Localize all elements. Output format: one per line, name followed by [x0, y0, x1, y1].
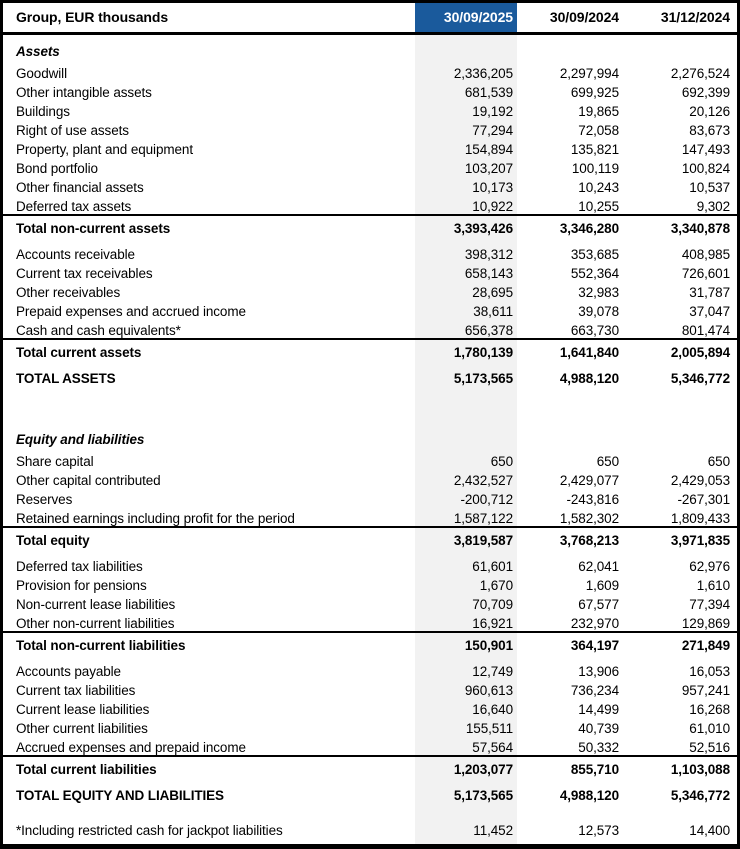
cell-value: 12,749 — [472, 664, 513, 679]
cell-value: 650 — [707, 454, 730, 469]
cell-value — [517, 808, 623, 820]
cell-value — [517, 33, 623, 64]
cell-value: 16,268 — [689, 702, 730, 717]
column-header-year-end: 31/12/2024 — [623, 3, 737, 33]
table-row — [3, 820, 737, 840]
cell-value: 801,474 — [623, 321, 737, 340]
row-label: Deferred tax assets — [3, 197, 415, 216]
cell-value: 1,103,088 — [670, 761, 730, 777]
row-label: Other current liabilities — [16, 721, 148, 736]
cell-value — [517, 421, 623, 452]
cell-value: 1,203,077 — [453, 761, 513, 777]
cell-value: 1,670 — [479, 578, 513, 593]
cell-value: 3,346,280 — [559, 220, 619, 236]
cell-value: 1,609 — [585, 578, 619, 593]
cell-value: 3,768,213 — [559, 532, 619, 548]
cell-value: 10,173 — [472, 180, 513, 195]
cell-value: 699,925 — [570, 85, 619, 100]
table-header-row — [3, 3, 737, 33]
cell-value: 70,709 — [472, 597, 513, 612]
cell-value: 10,922 — [415, 197, 517, 216]
row-label: Goodwill — [16, 66, 67, 81]
row-label: Provision for pensions — [16, 578, 147, 593]
cell-value: 1,641,840 — [559, 344, 619, 360]
cell-value: 408,985 — [681, 247, 730, 262]
cell-value: 19,192 — [472, 104, 513, 119]
row-label: Current tax receivables — [16, 266, 153, 281]
cell-value: 10,255 — [517, 197, 623, 216]
row-label: Assets — [16, 44, 60, 59]
cell-value: 5,173,565 — [453, 371, 513, 386]
cell-value: 38,611 — [473, 304, 513, 319]
cell-value: 2,005,894 — [670, 344, 730, 360]
cell-value: 10,243 — [578, 180, 619, 195]
row-label: Non-current lease liabilities — [16, 597, 176, 612]
row-label: Right of use assets — [16, 123, 129, 138]
cell-value: 855,710 — [570, 761, 619, 777]
table-row — [3, 490, 737, 509]
cell-value — [623, 391, 737, 421]
cell-value: 2,297,994 — [559, 66, 619, 81]
cell-value: 1,809,433 — [623, 509, 737, 528]
cell-value: 129,869 — [623, 614, 737, 633]
row-label: Total current assets — [16, 344, 142, 360]
cell-value: 736,234 — [570, 683, 619, 698]
cell-value: 61,010 — [689, 721, 730, 736]
row-label: Reserves — [16, 492, 73, 507]
cell-value: 5,346,772 — [670, 371, 730, 386]
cell-value: 4,988,120 — [559, 788, 619, 803]
cell-value — [517, 391, 623, 421]
cell-value: 77,394 — [689, 597, 730, 612]
row-label: Prepaid expenses and accrued income — [16, 304, 246, 319]
cell-value: 5,346,772 — [670, 788, 730, 803]
table-row — [3, 340, 737, 364]
cell-value: 364,197 — [570, 637, 619, 653]
spacer-row — [3, 808, 737, 820]
row-label: Total non-current assets — [16, 220, 171, 236]
row-label: TOTAL EQUITY AND LIABILITIES — [16, 788, 224, 803]
column-header-prior-period: 30/09/2024 — [517, 3, 623, 33]
cell-value: 50,332 — [517, 738, 623, 757]
cell-value: 9,302 — [623, 197, 737, 216]
row-label: Total non-current liabilities — [16, 637, 186, 653]
row-label: Accrued expenses and prepaid income — [3, 738, 415, 757]
table-row — [3, 216, 737, 240]
row-label: Buildings — [16, 104, 70, 119]
table-row — [3, 576, 737, 595]
cell-value: 37,047 — [689, 304, 730, 319]
cell-value: 2,276,524 — [670, 66, 730, 81]
cell-value: 100,119 — [571, 161, 619, 176]
table-row — [3, 83, 737, 102]
cell-value: 20,126 — [689, 104, 730, 119]
cell-value: 135,821 — [570, 142, 619, 157]
cell-value: 552,364 — [570, 266, 619, 281]
row-label: Other receivables — [16, 285, 121, 300]
cell-value: 1,610 — [696, 578, 730, 593]
row-label: Accounts payable — [16, 664, 121, 679]
row-label: Current tax liabilities — [16, 683, 136, 698]
table-row — [3, 64, 737, 83]
column-header-group: Group, EUR thousands — [3, 3, 415, 33]
cell-value: 72,058 — [578, 123, 619, 138]
cell-value: 960,613 — [464, 683, 513, 698]
row-label: *Including restricted cash for jackpot liabilities — [16, 823, 283, 838]
cell-value: 12,573 — [578, 823, 619, 838]
cell-value: 52,516 — [623, 738, 737, 757]
row-label: Other financial assets — [16, 180, 144, 195]
cell-value: 83,673 — [689, 123, 730, 138]
table-row — [3, 471, 737, 490]
cell-value: 154,894 — [464, 142, 513, 157]
cell-value: 5,173,565 — [453, 788, 513, 803]
cell-value: 14,400 — [689, 823, 730, 838]
cell-value: 692,399 — [681, 85, 730, 100]
cell-value: 16,921 — [415, 614, 517, 633]
row-label: Deferred tax liabilities — [16, 559, 143, 574]
table-row — [3, 614, 737, 633]
cell-value: 19,865 — [578, 104, 619, 119]
cell-value: 353,685 — [570, 247, 619, 262]
cell-value: -267,301 — [677, 492, 730, 507]
cell-value — [415, 421, 517, 452]
cell-value: 39,078 — [578, 304, 619, 319]
section-header-row — [3, 421, 737, 452]
cell-value: 3,340,878 — [670, 220, 730, 236]
cell-value — [623, 33, 737, 64]
row-label: Equity and liabilities — [16, 432, 145, 447]
table-row — [3, 557, 737, 576]
cell-value: 14,499 — [578, 702, 619, 717]
row-label: Other capital contributed — [16, 473, 161, 488]
cell-value: 11,452 — [473, 823, 513, 838]
cell-value: 77,294 — [472, 123, 513, 138]
cell-value: 2,336,205 — [453, 66, 513, 81]
cell-value: 155,511 — [465, 721, 513, 736]
cell-value: 398,312 — [464, 247, 513, 262]
cell-value: 16,640 — [472, 702, 513, 717]
cell-value: 3,971,835 — [670, 532, 730, 548]
cell-value: 13,906 — [578, 664, 619, 679]
table-row — [3, 140, 737, 159]
cell-value: 3,819,587 — [453, 532, 513, 548]
row-label: Current lease liabilities — [16, 702, 150, 717]
cell-value: 147,493 — [681, 142, 730, 157]
section-header-row — [3, 33, 737, 64]
table-row — [3, 595, 737, 614]
cell-value: 650 — [596, 454, 619, 469]
cell-value: 1,587,122 — [415, 509, 517, 528]
table-row — [3, 528, 737, 552]
table-row — [3, 159, 737, 178]
cell-value: 232,970 — [517, 614, 623, 633]
table-row — [3, 264, 737, 283]
row-label: TOTAL ASSETS — [16, 371, 116, 386]
cell-value: 2,429,077 — [559, 473, 619, 488]
cell-value: 150,901 — [464, 637, 513, 653]
table-row — [3, 509, 737, 528]
cell-value: 67,577 — [578, 597, 619, 612]
cell-value — [623, 808, 737, 820]
cell-value: 62,976 — [689, 559, 730, 574]
cell-value: 31,787 — [689, 285, 730, 300]
cell-value: 726,601 — [681, 266, 730, 281]
table-row — [3, 781, 737, 808]
row-label: Bond portfolio — [16, 161, 98, 176]
table-row — [3, 245, 737, 264]
row-label: Property, plant and equipment — [16, 142, 193, 157]
cell-value: 16,053 — [689, 664, 730, 679]
cell-value: 10,537 — [689, 180, 730, 195]
column-header-current-period: 30/09/2025 — [415, 3, 517, 33]
cell-value: 32,983 — [578, 285, 619, 300]
cell-value: 1,780,139 — [453, 344, 513, 360]
cell-value: 658,143 — [464, 266, 513, 281]
table-row — [3, 662, 737, 681]
cell-value: 62,041 — [578, 559, 619, 574]
cell-value: 957,241 — [681, 683, 730, 698]
table-row — [3, 321, 737, 340]
row-label — [3, 808, 415, 820]
cell-value: 2,429,053 — [670, 473, 730, 488]
cell-value: 271,849 — [681, 637, 730, 653]
cell-value: -243,816 — [566, 492, 619, 507]
table-row — [3, 364, 737, 391]
cell-value — [415, 391, 517, 421]
cell-value: 650 — [490, 454, 513, 469]
cell-value: 2,432,527 — [453, 473, 513, 488]
row-label: Accounts receivable — [16, 247, 135, 262]
table-row — [3, 302, 737, 321]
row-label: Share capital — [16, 454, 94, 469]
row-label: Total current liabilities — [16, 761, 157, 777]
table-row — [3, 121, 737, 140]
cell-value: 57,564 — [415, 738, 517, 757]
cell-value: 61,601 — [472, 559, 513, 574]
table-body — [3, 33, 737, 840]
cell-value: 103,207 — [464, 161, 513, 176]
table-row — [3, 700, 737, 719]
table-row — [3, 633, 737, 657]
row-label: Total equity — [16, 532, 90, 548]
cell-value — [415, 808, 517, 820]
cell-value: 100,824 — [681, 161, 730, 176]
cell-value: 28,695 — [472, 285, 513, 300]
cell-value: 3,393,426 — [453, 220, 513, 236]
table-row — [3, 719, 737, 738]
row-label — [3, 391, 415, 421]
row-label: Retained earnings including profit for the period — [3, 509, 415, 528]
balance-sheet-table — [3, 3, 737, 840]
cell-value: 40,739 — [578, 721, 619, 736]
cell-value — [623, 421, 737, 452]
row-label: Other non-current liabilities — [3, 614, 415, 633]
cell-value — [415, 33, 517, 64]
table-row — [3, 178, 737, 197]
table-row — [3, 102, 737, 121]
table-row — [3, 197, 737, 216]
cell-value: 656,378 — [415, 321, 517, 340]
row-label: Cash and cash equivalents* — [3, 321, 415, 340]
table-row — [3, 283, 737, 302]
table-row — [3, 452, 737, 471]
table-row — [3, 757, 737, 781]
row-label: Other intangible assets — [16, 85, 152, 100]
cell-value: 681,539 — [464, 85, 513, 100]
table-row — [3, 681, 737, 700]
cell-value: 1,582,302 — [517, 509, 623, 528]
spacer-row — [3, 391, 737, 421]
cell-value: -200,712 — [460, 492, 513, 507]
cell-value: 4,988,120 — [559, 371, 619, 386]
cell-value: 663,730 — [517, 321, 623, 340]
table-row — [3, 738, 737, 757]
